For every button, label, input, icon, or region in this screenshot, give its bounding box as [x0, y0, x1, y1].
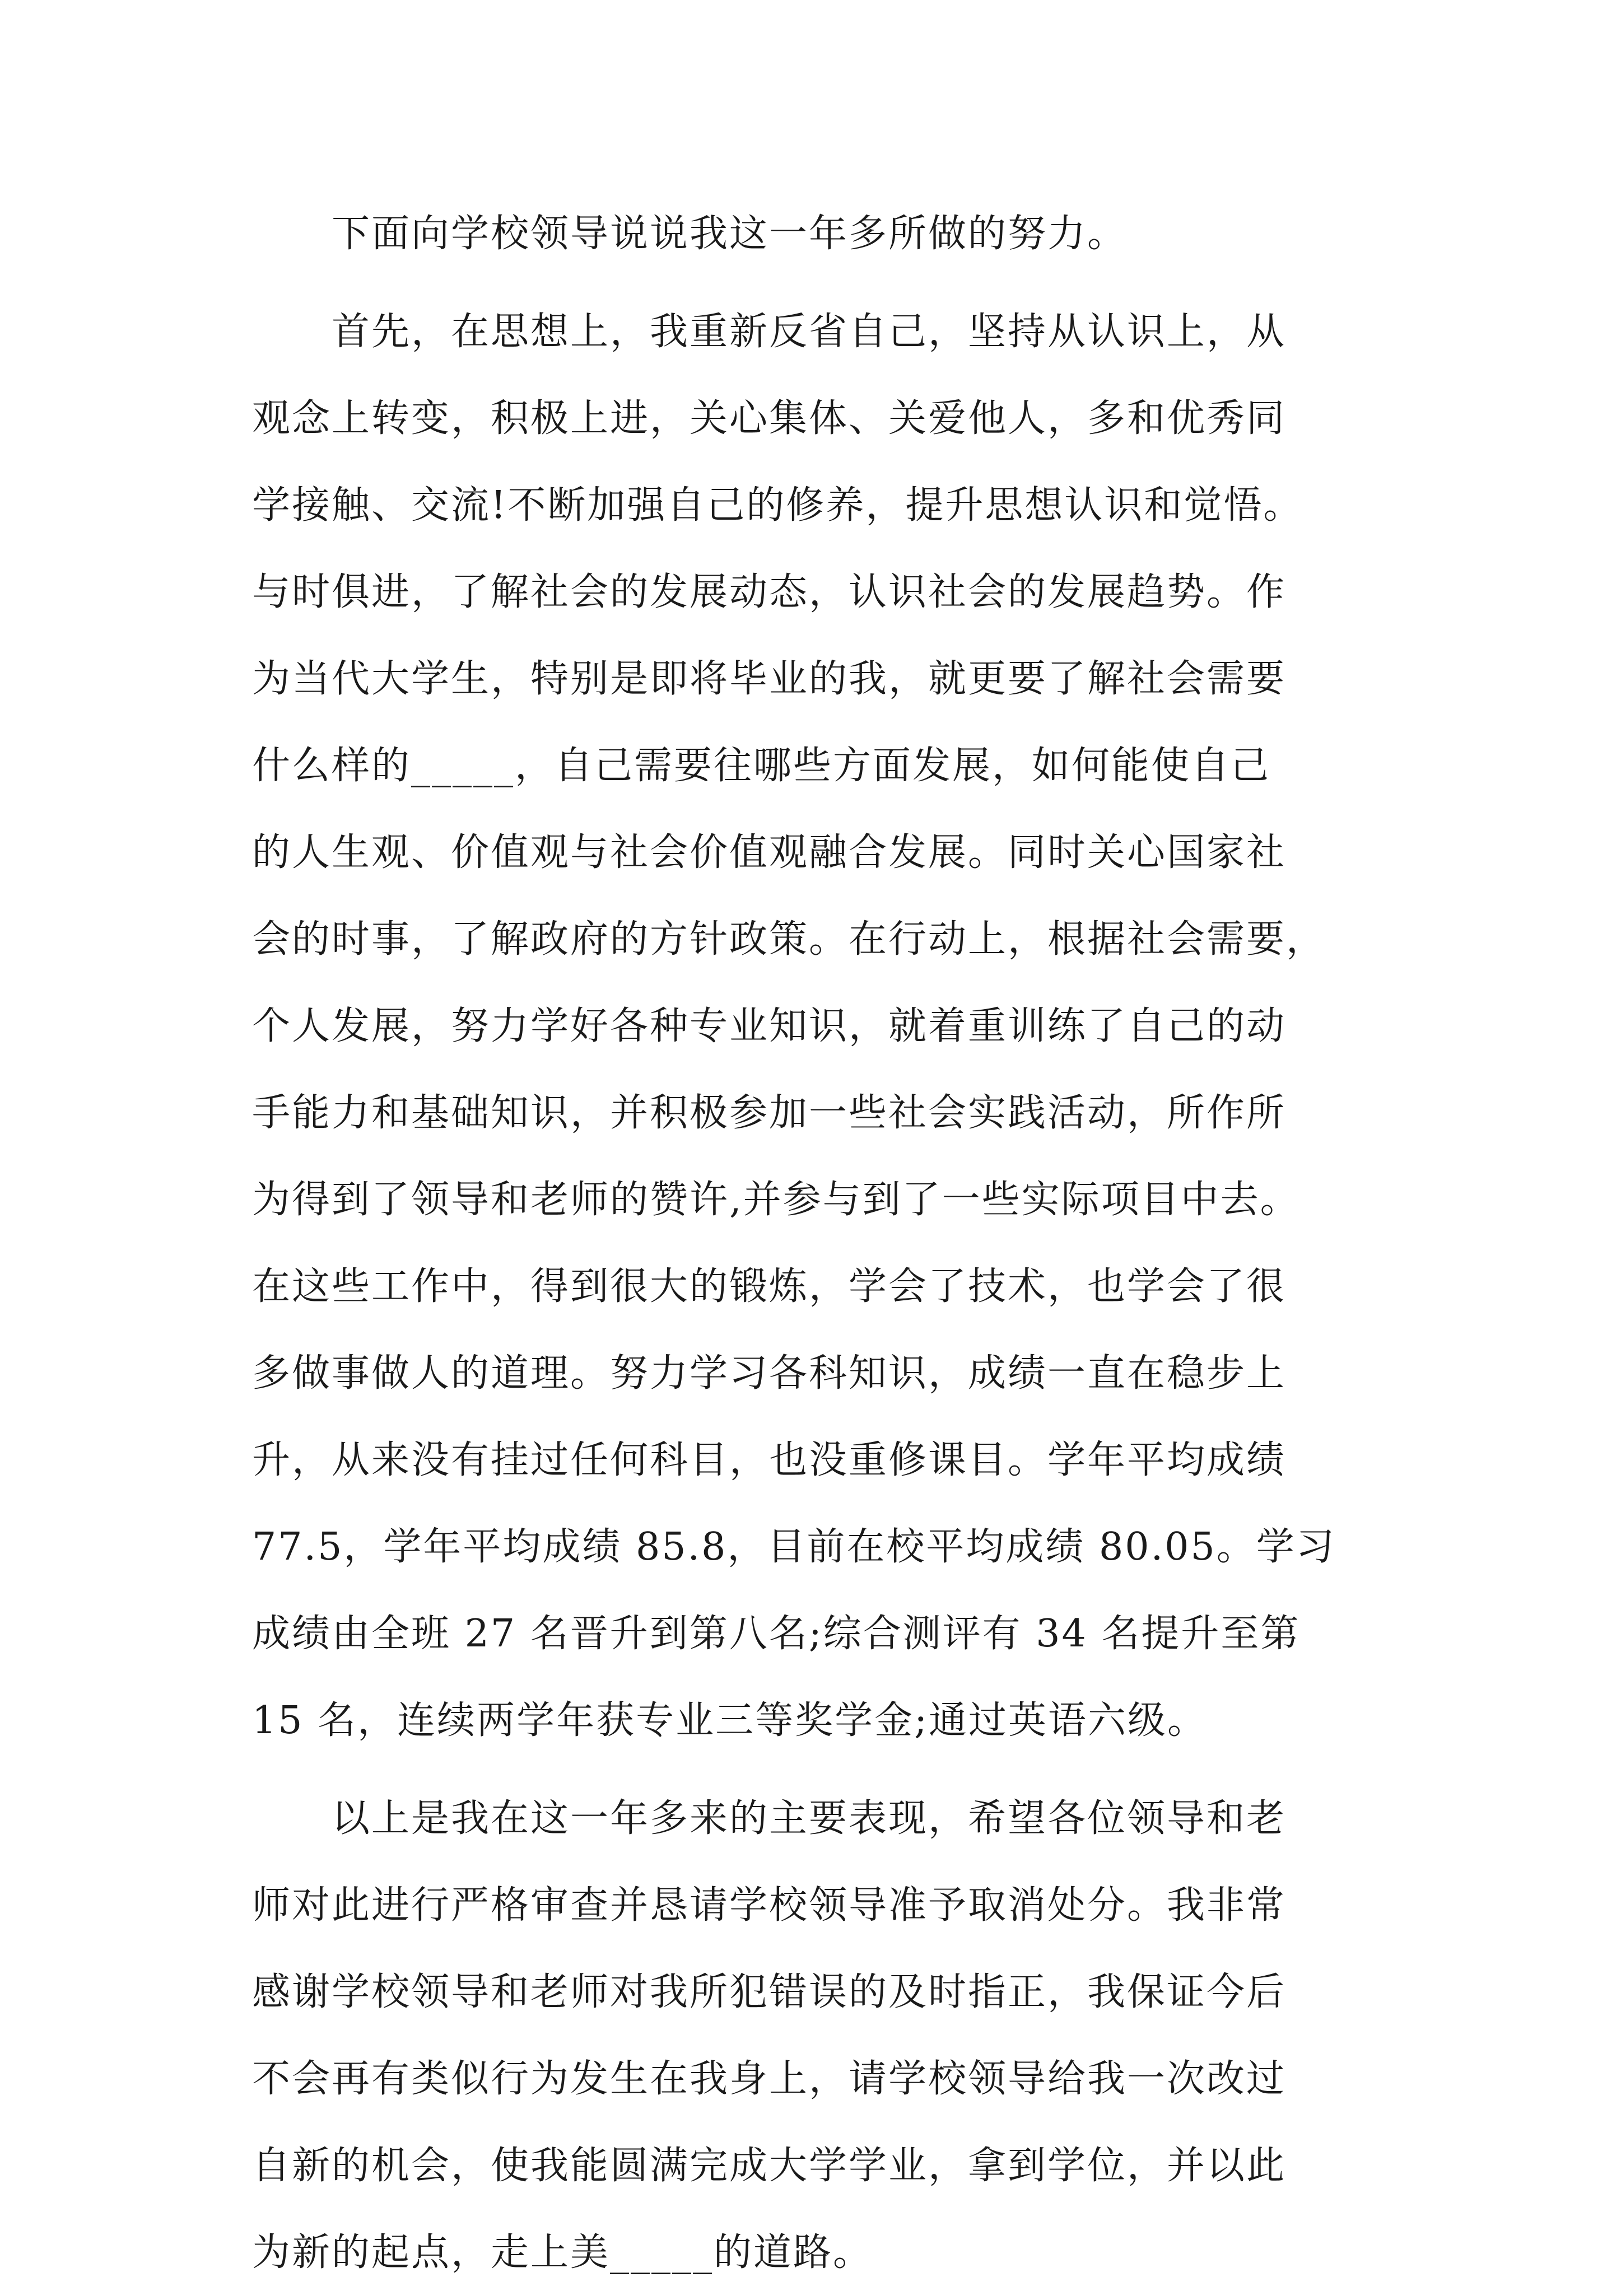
body-text	[252, 190, 1367, 2296]
paragraph-2-line-2: 观念上转变，积极上进，关心集体、关爱他人，多和优秀同	[252, 396, 1287, 441]
paragraph-1-line-1: 下面向学校领导说说我这一年多所做的努力。	[252, 212, 1128, 256]
paragraph-2-line-14: 升，从来没有挂过任何科目，也没重修课目。学年平均成绩	[252, 1438, 1287, 1482]
paragraph-2-line-11: 为得到了领导和老师的赞许,并参与到了一些实际项目中去。	[252, 1178, 1300, 1222]
paragraph-2-line-16: 成绩由全班 27 名晋升到第八名;综合测评有 34 名提升至第	[252, 1612, 1301, 1656]
paragraph-2-line-6: 什么样的_____，自己需要往哪些方面发展，如何能使自己	[252, 744, 1271, 788]
paragraph-2-line-13: 多做事做人的道理。努力学习各科知识，成绩一直在稳步上	[252, 1351, 1287, 1396]
paragraph-2-line-17: 15 名，连续两学年获专业三等奖学金;通过英语六级。	[252, 1698, 1208, 1743]
paragraph-2-line-10: 手能力和基础知识，并积极参加一些社会实践活动，所作所	[252, 1091, 1287, 1135]
paragraph-2-line-3: 学接触、交流!不断加强自己的修养，提升思想认识和觉悟。	[252, 483, 1303, 528]
paragraph-2-line-5: 为当代大学生，特别是即将毕业的我，就更要了解社会需要	[252, 657, 1287, 701]
paragraph-3-line-3: 感谢学校领导和老师对我所犯错误的及时指正，我保证今后	[252, 1970, 1287, 2014]
paragraph-3-line-2: 师对此进行严格审查并恳请学校领导准予取消处分。我非常	[252, 1883, 1287, 1928]
paragraph-3-line-6: 为新的起点，走上美_____的道路。	[252, 2230, 873, 2275]
paragraph-3-line-4: 不会再有类似行为发生在我身上，请学校领导给我一次改过	[252, 2057, 1287, 2101]
paragraph-3-line-1: 以上是我在这一年多来的主要表现，希望各位领导和老	[252, 1796, 1287, 1841]
paragraph-2-line-1: 首先，在思想上，我重新反省自己，坚持从认识上，从	[252, 310, 1287, 354]
paragraph-2-line-8: 会的时事，了解政府的方针政策。在行动上，根据社会需要，	[252, 917, 1326, 962]
paragraph-2-line-7: 的人生观、价值观与社会价值观融合发展。同时关心国家社	[252, 830, 1287, 875]
paragraph-2-line-12: 在这些工作中，得到很大的锻炼，学会了技术，也学会了很	[252, 1264, 1287, 1309]
paragraph-2-line-4: 与时俱进，了解社会的发展动态，认识社会的发展趋势。作	[252, 570, 1287, 614]
paragraph-2-line-9: 个人发展，努力学好各种专业知识，就着重训练了自己的动	[252, 1004, 1287, 1048]
paragraph-3-line-5: 自新的机会，使我能圆满完成大学学业，拿到学位，并以此	[252, 2144, 1287, 2188]
paragraph-2-line-15: 77.5，学年平均成绩 85.8，目前在校平均成绩 80.05。学习	[252, 1525, 1336, 1569]
